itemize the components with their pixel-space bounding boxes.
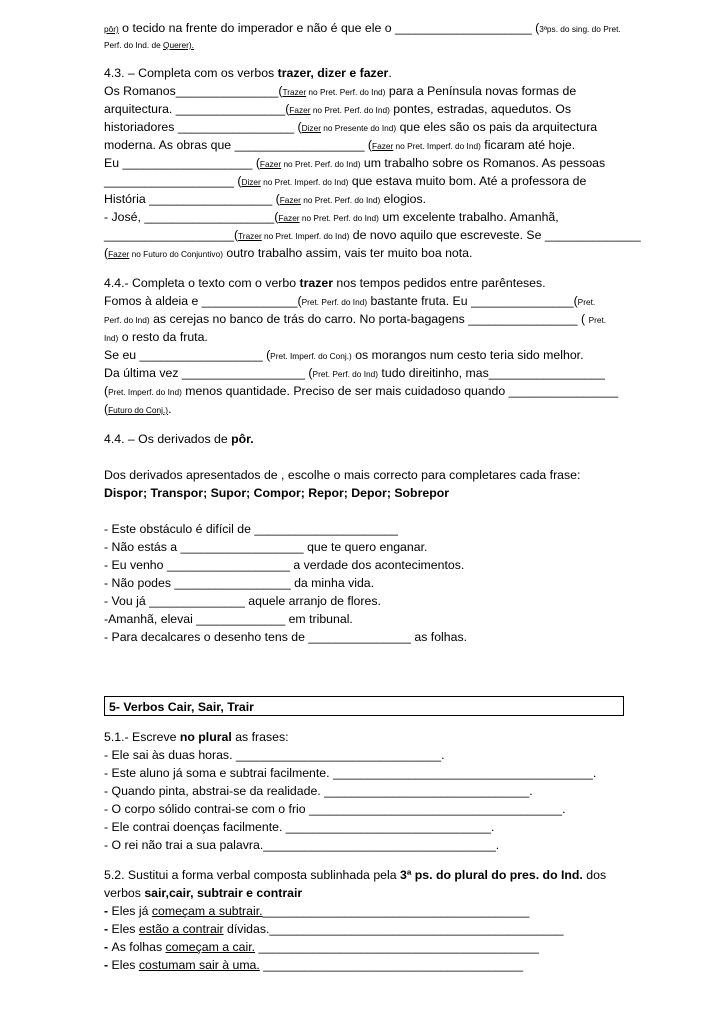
exercise-line: Se eu __________________ (Pret. Imperf. do Conj.) os morangos num cesto teria sido melhor.	[104, 348, 584, 362]
list-item: - Eles já começam a subtrair._______________________________________	[104, 904, 530, 918]
exercise-line: historiadores _________________ (Dizer no Presente do Ind) que eles são os pais da arquitectura	[104, 120, 598, 134]
list-item: - Eu venho __________________ a verdade dos acontecimentos.	[104, 558, 465, 572]
exercise-line: (Pret. Imperf. do Ind) menos quantidade. Preciso de ser mais cuidadoso quando ________________	[104, 384, 619, 398]
list-item: - Não podes _________________ da minha vida.	[104, 576, 375, 590]
exercise-line: Fomos à aldeia e ______________(Pret. Perf. do Ind) bastante fruta. Eu _______________(Pret.	[104, 294, 596, 308]
list-item: - O rei não trai a sua palavra.__________________________________.	[104, 838, 500, 852]
exercise-line: ___________________ (Dizer no Pret. Imperf. do Ind) que estava muito bom. Até a professora de	[104, 174, 587, 188]
derivados-intro: Dos derivados apresentados de , escolhe o mais correcto para completares cada frase:	[104, 468, 581, 482]
section-4-4-derivados-title: 4.4. – Os derivados de pôr.	[104, 432, 254, 446]
exercise-line: moderna. As obras que ___________________ (Fazer no Pret. Imperf. do Ind) ficaram até hoje.	[104, 138, 576, 152]
exercise-line: - José, ___________________(Fazer no Pret. Perf. do Ind) um excelente trabalho. Amanhã,	[104, 210, 559, 224]
section-4-3-title: 4.3. – Completa com os verbos trazer, dizer e fazer.	[104, 66, 392, 80]
exercise-line: (Futuro do Conj.).	[104, 402, 172, 416]
exercise-line: Eu ___________________ (Fazer no Pret. Perf. do Ind) um trabalho sobre os Romanos. As pessoas	[104, 156, 606, 170]
exercise-line: Os Romanos_______________(Trazer no Pret. Perf. do Ind) para a Península novas formas de	[104, 84, 577, 98]
exercise-line: ___________________(Trazer no Pret. Imperf. do Ind) de novo aquilo que escreveste. Se ______________	[104, 228, 641, 242]
list-item: - Eles costumam sair à uma. ______________________________________	[104, 958, 524, 972]
section-5-heading: 5- Verbos Cair, Sair, Trair	[104, 696, 624, 716]
section-4-4-title: 4.4.- Completa o texto com o verbo trazer nos tempos pedidos entre parênteses.	[104, 276, 546, 290]
section-5-2-title: 5.2. Sustitui a forma verbal composta sublinhada pela 3ª ps. do plural do pres. do Ind. dos	[104, 868, 607, 882]
list-item: - Este obstáculo é difícil de _____________________	[104, 522, 398, 536]
list-item: - Ele sai às duas horas. ______________________________.	[104, 748, 445, 762]
list-item: - As folhas começam a cair. _________________________________________	[104, 940, 539, 954]
list-item: - Eles estão a contrair dívidas.___________________________________________	[104, 922, 564, 936]
continuation-line-1: pôr) o tecido na frente do imperador e não é que ele o ____________________ (3ªps. do sing. do Pret.	[104, 21, 621, 35]
list-item: -Amanhã, elevai _____________ em tribunal.	[104, 612, 353, 626]
continuation-line-2: Perf. do Ind. de Querer).	[104, 40, 194, 50]
list-item: - Para decalcares o desenho tens de _______________ as folhas.	[104, 630, 468, 644]
list-item: - O corpo sólido contrai-se com o frio _____________________________________.	[104, 802, 566, 816]
list-item: - Vou já ______________ aquele arranjo de flores.	[104, 594, 381, 608]
worksheet-page	[104, 20, 641, 974]
section-5-1-title: 5.1.- Escreve no plural as frases:	[104, 730, 289, 744]
exercise-line: Da última vez __________________ (Pret. Perf. do Ind) tudo direitinho, mas_________________	[104, 366, 606, 380]
exercise-line: Ind) o resto da fruta.	[104, 330, 208, 344]
exercise-line: Perf. do Ind) as cerejas no banco de trás do carro. No porta-bagagens ________________ ( Pret.	[104, 312, 607, 326]
exercise-line: arquitectura. ________________(Fazer no Pret. Perf. do Ind) pontes, estradas, aquedutos. Os	[104, 102, 571, 116]
section-5-2-subtitle: verbos sair,cair, subtrair e contrair	[104, 886, 303, 900]
exercise-line: História __________________ (Fazer no Pret. Perf. do Ind) elogios.	[104, 192, 427, 206]
exercise-line: (Fazer no Futuro do Conjuntivo) outro trabalho assim, vais ter muito boa nota.	[104, 246, 473, 260]
list-item: - Este aluno já soma e subtrai facilmente. ______________________________________.	[104, 766, 597, 780]
list-item: - Ele contrai doenças facilmente. ______________________________.	[104, 820, 495, 834]
list-item: - Não estás a __________________ que te quero enganar.	[104, 540, 428, 554]
list-item: - Quando pinta, abstrai-se da realidade. ______________________________.	[104, 784, 533, 798]
derivados-options: Dispor; Transpor; Supor; Compor; Repor; Depor; Sobrepor	[104, 486, 449, 500]
